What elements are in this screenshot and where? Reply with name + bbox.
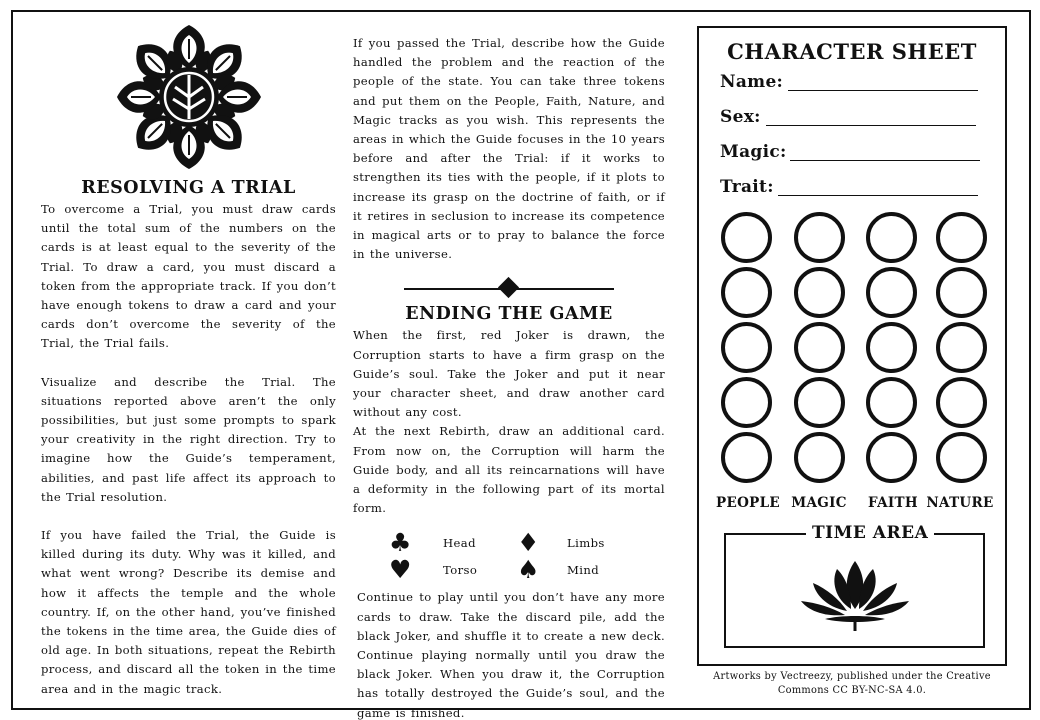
token-circle-people-1[interactable] (721, 212, 772, 263)
token-circle-magic-2[interactable] (794, 267, 845, 318)
suit-label-torso: Torso (443, 563, 478, 578)
middle-column (353, 34, 665, 720)
token-circle-faith-2[interactable] (866, 267, 917, 318)
sex-label: Sex: (720, 107, 761, 127)
heart-icon: ♥ (389, 555, 412, 585)
suit-legend (353, 528, 665, 585)
resolving-paragraph-1: To overcome a Trial, you must draw cards until the total sum of the numbers on the cards is at least equal to the severity of the Trial. To draw a card, you must discard a token from the appropriate track. If you don’t have enough tokens to draw a card and your cards don’t overcome the severity of the Trial, the Trial fails. (41, 202, 336, 351)
sheet-title: CHARACTER SHEET (727, 39, 977, 64)
character-sheet (697, 26, 1007, 666)
resolving-column (41, 22, 336, 699)
ending-title: ENDING THE GAME (405, 304, 613, 325)
token-circle-people-3[interactable] (721, 322, 772, 373)
spade-icon: ♠ (517, 555, 540, 585)
token-circle-faith-3[interactable] (866, 322, 917, 373)
token-circle-nature-2[interactable] (936, 267, 987, 318)
token-circle-faith-4[interactable] (866, 377, 917, 428)
diamond-icon (498, 277, 519, 298)
passed-paragraph: If you passed the Trial, describe how the Guide handled the problem and the reaction of the people of the state. You can take three tokens and put them on the People, Faith, Nature, and Magic tracks as you wish. This represents the areas in which the Guide focuses in the 10 years before and after the Trial: if it works to strengthen its ties with the people, if it plots to increase its grasp on the doctrine of faith, or if it retires in seclusion to increase its competence in magical arts or to pray to balance the force in the universe. (353, 36, 665, 262)
ending-paragraph-3: Continue to play until you don’t have any more cards to draw. Take the discard pile, add the black Joker, and shuffle it to create a new deck. Continue playing normally until you draw the black Joker. When you draw it, the Corruption has totally destroyed the Guide’s soul, and the game is finished. (357, 590, 665, 720)
mandala-icon (114, 22, 264, 172)
resolving-paragraph-3: If you have failed the Trial, the Guide is killed during its duty. Why was it killed, and what went wrong? Describe its demise and how it affects the temple and the whole country. If, on the other hand, you’ve finished the tokens in the time area, the Guide dies of old age. In both situations, repeat the Rebirth process, and discard all the token in the time area and in the magic track. (41, 528, 336, 696)
track-label-faith: FAITH (868, 495, 918, 511)
name-label: Name: (720, 72, 784, 92)
token-circle-people-4[interactable] (721, 377, 772, 428)
magic-label: Magic: (720, 142, 787, 162)
lotus-icon (800, 553, 910, 633)
token-circle-people-2[interactable] (721, 267, 772, 318)
token-circle-faith-5[interactable] (866, 432, 917, 483)
token-circle-nature-3[interactable] (936, 322, 987, 373)
token-circle-magic-4[interactable] (794, 377, 845, 428)
token-circle-nature-4[interactable] (936, 377, 987, 428)
ending-paragraph-1: When the first, red Joker is drawn, the Corruption starts to have a firm grasp on the Guide’s soul. Take the Joker and put it near your character sheet, and draw another card without any cost. (353, 328, 665, 420)
name-field[interactable] (720, 70, 980, 94)
sex-field[interactable] (720, 105, 980, 129)
resolving-title: RESOLVING A TRIAL (81, 178, 296, 198)
token-circle-magic-1[interactable] (794, 212, 845, 263)
token-circle-nature-5[interactable] (936, 432, 987, 483)
track-label-people: PEOPLE (716, 495, 780, 511)
diamond-suit-icon: ♦ (517, 528, 540, 558)
artwork-credit: Artworks by Vectreezy, published under the Creative Commons CC BY-NC-SA 4.0. (713, 671, 991, 696)
token-circle-nature-1[interactable] (936, 212, 987, 263)
suit-label-limbs: Limbs (567, 536, 605, 551)
token-circle-people-5[interactable] (721, 432, 772, 483)
track-label-magic: MAGIC (791, 495, 847, 511)
club-icon: ♣ (389, 528, 412, 558)
resolving-paragraph-2: Visualize and describe the Trial. The situations reported above aren’t the only possibilities, but just some prompts to spark your creativity in the right direction. Try to imagine how the Guide’s temperament, abilities, and past life affect its approach to the Trial resolution. (41, 374, 336, 504)
token-circle-faith-1[interactable] (866, 212, 917, 263)
suit-label-head: Head (443, 536, 476, 551)
ending-paragraph-2: At the next Rebirth, draw an additional card. From now on, the Corruption will harm the Guide body, and all its reincarnations will have a deformity in the following part of its mortal form. (353, 424, 665, 516)
section-divider (404, 278, 614, 300)
token-circle-magic-3[interactable] (794, 322, 845, 373)
trait-field[interactable] (720, 175, 980, 199)
token-circle-magic-5[interactable] (794, 432, 845, 483)
time-area[interactable] (724, 523, 985, 648)
suit-label-mind: Mind (567, 563, 600, 578)
time-area-title: TIME AREA (806, 523, 934, 543)
magic-field[interactable] (720, 140, 980, 164)
track-label-nature: NATURE (926, 495, 994, 511)
trait-label: Trait: (720, 177, 774, 197)
